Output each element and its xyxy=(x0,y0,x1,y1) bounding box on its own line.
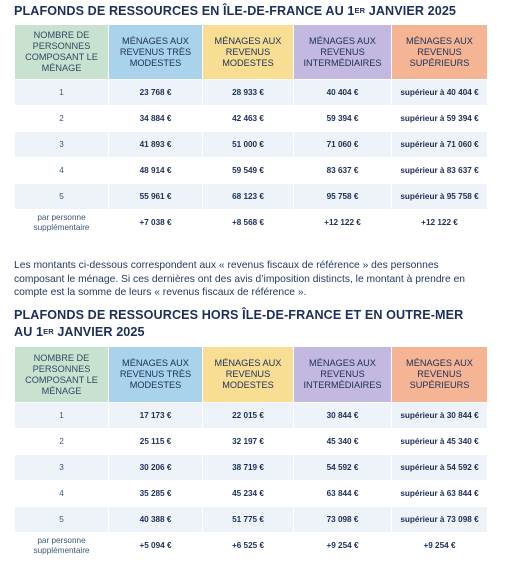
cell-people: 5 xyxy=(15,184,108,209)
cell-value: 22 015 € xyxy=(203,403,293,428)
cell-people: 2 xyxy=(15,106,108,131)
cell-value: supérieur à 95 758 € xyxy=(392,184,487,209)
cell-value: supérieur à 83 637 € xyxy=(392,158,487,183)
cell-value: 59 394 € xyxy=(294,106,391,131)
header-modestes: MÉNAGES AUX REVENUS MODESTES xyxy=(203,347,293,402)
cell-value: 34 884 € xyxy=(109,106,202,131)
cell-value: 59 549 € xyxy=(203,158,293,183)
cell-people: 3 xyxy=(15,132,108,157)
table-row xyxy=(15,403,487,428)
table-row xyxy=(15,106,487,131)
table-header-row xyxy=(15,347,487,402)
cell-value: 95 758 € xyxy=(294,184,391,209)
cell-value: +12 122 € xyxy=(294,210,391,235)
table-row xyxy=(15,507,487,532)
table-row xyxy=(15,158,487,183)
cell-value: supérieur à 73 098 € xyxy=(392,507,487,532)
cell-value: 73 098 € xyxy=(294,507,391,532)
table-row xyxy=(15,132,487,157)
header-superieurs: MÉNAGES AUX REVENUS SUPÉRIEURS xyxy=(392,347,487,402)
cell-value: 48 914 € xyxy=(109,158,202,183)
cell-value: supérieur à 59 394 € xyxy=(392,106,487,131)
cell-people: 5 xyxy=(15,507,108,532)
cell-people: 4 xyxy=(15,158,108,183)
header-tres-modestes: MÉNAGES AUX REVENUS TRÈS MODESTES xyxy=(109,347,202,402)
cell-value: 51 000 € xyxy=(203,132,293,157)
cell-value: 28 933 € xyxy=(203,80,293,105)
cell-value: 55 961 € xyxy=(109,184,202,209)
table-row-extra xyxy=(15,210,487,235)
section2-title-text: PLAFONDS DE RESSOURCES HORS ÎLE-DE-FRANCE ET EN OUTRE-MER AU 1 xyxy=(14,308,464,339)
cell-people: 1 xyxy=(15,80,108,105)
header-people: NOMBRE DE PERSONNES COMPOSANT LE MÉNAGE xyxy=(15,25,108,79)
cell-value: 17 173 € xyxy=(109,403,202,428)
cell-value: +9 254 € xyxy=(392,533,487,558)
cell-value: supérieur à 45 340 € xyxy=(392,429,487,454)
section2-title-sup: ER xyxy=(43,327,54,336)
cell-value: +12 122 € xyxy=(392,210,487,235)
cell-value: 30 206 € xyxy=(109,455,202,480)
section2-title-end: JANVIER 2025 xyxy=(53,325,145,339)
header-modestes: MÉNAGES AUX REVENUS MODESTES xyxy=(203,25,293,79)
cell-value: 45 234 € xyxy=(203,481,293,506)
cell-value: 63 844 € xyxy=(294,481,391,506)
table-row-extra xyxy=(15,533,487,558)
cell-value: 35 285 € xyxy=(109,481,202,506)
table-row xyxy=(15,80,487,105)
cell-value: 71 060 € xyxy=(294,132,391,157)
table-row xyxy=(15,455,487,480)
table-ile-de-france xyxy=(14,24,488,236)
cell-people: 2 xyxy=(15,429,108,454)
header-intermediaires: MÉNAGES AUX REVENUS INTERMÉDIAIRES xyxy=(294,347,391,402)
cell-value: 51 775 € xyxy=(203,507,293,532)
cell-value: +5 094 € xyxy=(109,533,202,558)
cell-per-person: par personne supplémentaire xyxy=(15,533,108,558)
section1-title xyxy=(14,3,456,20)
cell-per-person: par personne supplémentaire xyxy=(15,210,108,235)
cell-value: 30 844 € xyxy=(294,403,391,428)
cell-value: 23 768 € xyxy=(109,80,202,105)
cell-value: +6 525 € xyxy=(203,533,293,558)
cell-value: 42 463 € xyxy=(203,106,293,131)
cell-value: 68 123 € xyxy=(203,184,293,209)
table-row xyxy=(15,184,487,209)
table-header-row xyxy=(15,25,487,79)
cell-value: +8 568 € xyxy=(203,210,293,235)
cell-value: supérieur à 71 060 € xyxy=(392,132,487,157)
table-row xyxy=(15,481,487,506)
cell-value: supérieur à 40 404 € xyxy=(392,80,487,105)
cell-value: supérieur à 63 844 € xyxy=(392,481,487,506)
cell-value: 38 719 € xyxy=(203,455,293,480)
section1-title-sup: ER xyxy=(354,6,366,15)
section1-title-text: PLAFONDS DE RESSOURCES EN ÎLE-DE-FRANCE AU 1 xyxy=(14,4,355,18)
cell-value: 25 115 € xyxy=(109,429,202,454)
section1-title-end: JANVIER 2025 xyxy=(365,4,457,18)
cell-people: 4 xyxy=(15,481,108,506)
header-superieurs: MÉNAGES AUX REVENUS SUPÉRIEURS xyxy=(392,25,487,79)
cell-value: +7 038 € xyxy=(109,210,202,235)
cell-value: 54 592 € xyxy=(294,455,391,480)
table-hors-ile-de-france xyxy=(14,346,488,559)
cell-value: +9 254 € xyxy=(294,533,391,558)
section2-title xyxy=(14,307,484,341)
cell-value: 40 388 € xyxy=(109,507,202,532)
table-row xyxy=(15,429,487,454)
explanatory-paragraph: Les montants ci-dessous correspondent aux « revenus fiscaux de référence » des personnes composant le ménage. Si ces dernières ont des avis d’imposition distincts, le montant à prendre en compte est la somme de leurs « revenus fiscaux de référence ». xyxy=(14,260,466,299)
cell-people: 1 xyxy=(15,403,108,428)
cell-value: 40 404 € xyxy=(294,80,391,105)
cell-value: 83 637 € xyxy=(294,158,391,183)
cell-value: supérieur à 30 844 € xyxy=(392,403,487,428)
header-people: NOMBRE DE PERSONNES COMPOSANT LE MÉNAGE xyxy=(15,347,108,402)
cell-value: 41 893 € xyxy=(109,132,202,157)
cell-people: 3 xyxy=(15,455,108,480)
cell-value: 32 197 € xyxy=(203,429,293,454)
cell-value: 45 340 € xyxy=(294,429,391,454)
header-intermediaires: MÉNAGES AUX REVENUS INTERMÉDIAIRES xyxy=(294,25,391,79)
cell-value: supérieur à 54 592 € xyxy=(392,455,487,480)
header-tres-modestes: MÉNAGES AUX REVENUS TRÈS MODESTES xyxy=(109,25,202,79)
